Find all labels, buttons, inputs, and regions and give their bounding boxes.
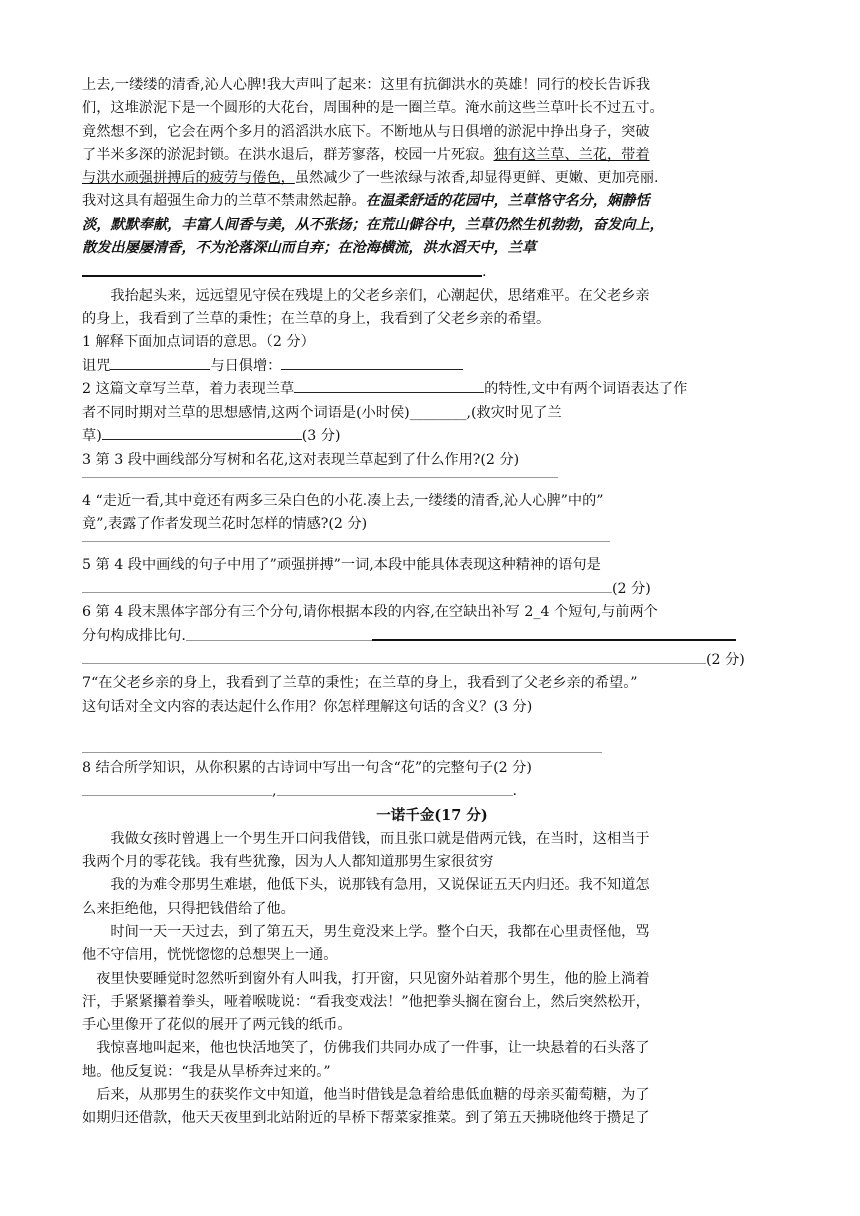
answer-line	[82, 751, 602, 753]
comma: ,	[272, 783, 277, 800]
answer-area[interactable]	[82, 472, 782, 490]
fill-blank[interactable]	[281, 355, 463, 370]
answer-line	[82, 476, 558, 478]
underlined-sentence: 与洪水顽强拼搏后的疲劳与倦色，	[82, 170, 295, 187]
question-4: 4 “走近一看,其中竟还有两多三朵白色的小花.凑上去,一缕缕的清香,沁人心脾”中的”	[82, 492, 604, 509]
bold-italic-line: 散发出屡屡清香，不为沦落深山而自弃；在沧海横流，洪水滔天中，兰草	[82, 240, 537, 257]
passage-line: 我的为难令那男生难堪，他低下头，说那钱有急用，又说保证五天内归还。我不知道怎	[110, 877, 650, 894]
fill-blank[interactable]	[82, 649, 548, 664]
question-6: 6 第 4 段末黑体字部分有三个分句,请你根据本段的内容,在空缺出补写 2_4 个短句,与前两个	[82, 604, 658, 621]
passage-line: 手心里像开了花似的展开了两元钱的纸币。	[82, 1017, 352, 1034]
passage-line: 夜里快要睡觉时忽然听到窗外有人叫我，打开窗，只见窗外站着那个男生，他的脸上淌着	[96, 970, 650, 987]
passage-line: 我抬起头来，远远望见守侯在残堤上的父老乡亲们，心潮起伏，思绪难平。在父老乡亲	[110, 287, 650, 304]
question-1-blanks	[82, 355, 782, 378]
question-7: 7“在父老乡亲的身上，我看到了兰草的秉性；在兰草的身上，我看到了父老乡亲的希望。”	[82, 675, 638, 692]
passage-text: 了半米多深的淤泥封锁。在洪水退后，群芳寥落，校园一片死寂。	[82, 146, 494, 163]
question-3: 3 第 3 段中画线部分写树和名花,这对表现兰草起到了什么作用?(2 分)	[82, 451, 520, 468]
question-text: 草)	[82, 428, 102, 445]
passage-line: 汗，手紧紧攥着拳头，哑着喉咙说：“看我变戏法！”他把拳头搁在窗台上，然后突然松开，	[82, 993, 650, 1010]
passage-line: 时间一天一天过去，到了第五天，男生竟没来上学。整个白天，我都在心里责怪他，骂	[110, 924, 650, 940]
question-5: 5 第 4 段中画线的句子中用了”顽强拼搏”一词,本段中能具体表现这种精神的语句是	[82, 557, 601, 574]
passage-line: 我两个月的零花钱。我有些犹豫，因为人人都知道那男生家很贫穷	[82, 854, 494, 871]
answer-area[interactable]	[82, 536, 782, 554]
fill-blank[interactable]	[102, 425, 302, 440]
passage-line: 么来拒绝他，只得把钱借给了他。	[82, 900, 295, 917]
question-text: 分句构成排比句.	[82, 628, 186, 645]
passage-line: 上去,一缕缕的清香,沁人心脾!我大声叫了起来：这里有抗御洪水的英雄！同行的校长告诉我	[82, 77, 651, 93]
question-5-line	[82, 578, 782, 601]
question-2-line	[82, 425, 782, 448]
fill-blank[interactable]	[82, 578, 612, 593]
bold-italic-line: 淡，默默奉献，丰富人间香与美，从不张扬；在荒山僻谷中，兰草仍然生机勃勃，奋发向上，	[82, 216, 664, 233]
passage-line: 后来，从那男生的获奖作文中知道，他当时借钱是急着给患低血糖的母亲买葡萄糖，为了	[96, 1087, 650, 1104]
passage-line	[82, 190, 782, 213]
question-6-line	[82, 624, 782, 648]
passage-text: 虽然减少了一些浓绿与浓香,却显得更鲜、更嫩、更加亮丽.	[294, 170, 659, 187]
question-2-line: 者不同时期对兰草的思想感情,这两个词语是(小时侯)________,(救灾时见了兰	[82, 404, 562, 421]
fill-blank[interactable]	[294, 378, 484, 393]
question-2	[82, 378, 782, 401]
passage-line: 我惊喜地叫起来，他也快活地笑了，仿佛我们共同办成了一件事，让一块悬着的石头落了	[96, 1040, 650, 1057]
document-page	[82, 74, 782, 1131]
answer-area[interactable]	[82, 719, 782, 757]
fill-blank[interactable]	[110, 355, 210, 370]
passage-line: 地。他反复说：“我是从旱桥奔过来的。”	[82, 1063, 331, 1080]
question-text: 的特性,文中有两个词语表达了作	[484, 381, 688, 398]
fill-blank[interactable]	[82, 780, 272, 795]
question-7-line: 这句话对全文内容的表达起什么作用？你怎样理解这句话的含义？(3 分)	[82, 698, 533, 715]
answer-line	[82, 540, 610, 542]
score-label: (3 分)	[301, 428, 341, 445]
fill-blank[interactable]	[548, 649, 706, 664]
passage-line: 竟然想不到，它会在两个多月的滔滔洪水底下。不断地从与日俱增的淤泥中挣出身子，突破	[82, 123, 650, 140]
passage-line: 们，这堆淤泥下是一个圆形的大花台，周围种的是一圈兰草。淹水前这些兰草叶长不过五寸。	[82, 100, 664, 117]
term-label: 诅咒	[82, 357, 111, 374]
passage-line	[82, 144, 782, 167]
question-6-line	[82, 649, 782, 672]
question-8-blanks	[82, 780, 782, 803]
period: .	[482, 264, 487, 281]
term-label: 与日俱增：	[210, 357, 282, 374]
passage-text: 我对这具有超强生命力的兰草不禁肃然起静。	[82, 193, 366, 210]
fill-blank[interactable]	[372, 624, 736, 640]
answer-line-row	[82, 260, 782, 284]
underlined-sentence: 独有这兰草、兰花，带着	[493, 146, 650, 163]
passage-line: 他不守信用，恍恍惚惚的总想哭上一通。	[82, 947, 338, 964]
question-4-line: 竟”,表露了作者发现兰花时怎样的情感?(2 分)	[82, 516, 368, 533]
bold-italic-text: 在温柔舒适的花园中，兰草恪守名分，娴静恬	[365, 193, 650, 210]
fill-blank[interactable]	[186, 625, 372, 640]
passage-line: 如期归还借款，他天天夜里到北站附近的旱桥下帮菜家推菜。到了第五天拂晓他终于攒足了	[82, 1110, 650, 1127]
question-8: 8 结合所学知识，从你积累的古诗词中写出一句含“花”的完整句子(2 分)	[82, 760, 532, 777]
question-1: 1 解释下面加点词语的意思。（2 分）	[82, 334, 315, 351]
passage-line	[82, 167, 782, 190]
period: .	[512, 783, 518, 800]
passage-line: 我做女孩时曾遇上一个男生开口问我借钱，而且张口就是借两元钱，在当时，这相当于	[110, 830, 650, 847]
passage-line: 的身上，我看到了兰草的秉性；在兰草的身上，我看到了父老乡亲的希望。	[82, 311, 551, 328]
question-text: 2 这篇文章写兰草，着力表现兰草	[82, 381, 295, 398]
score-label: (2 分)	[612, 580, 651, 597]
section-title: 一诺千金(17 分)	[376, 806, 488, 824]
score-label: (2 分)	[706, 652, 745, 669]
fill-blank[interactable]	[82, 260, 482, 276]
fill-blank[interactable]	[277, 780, 513, 795]
